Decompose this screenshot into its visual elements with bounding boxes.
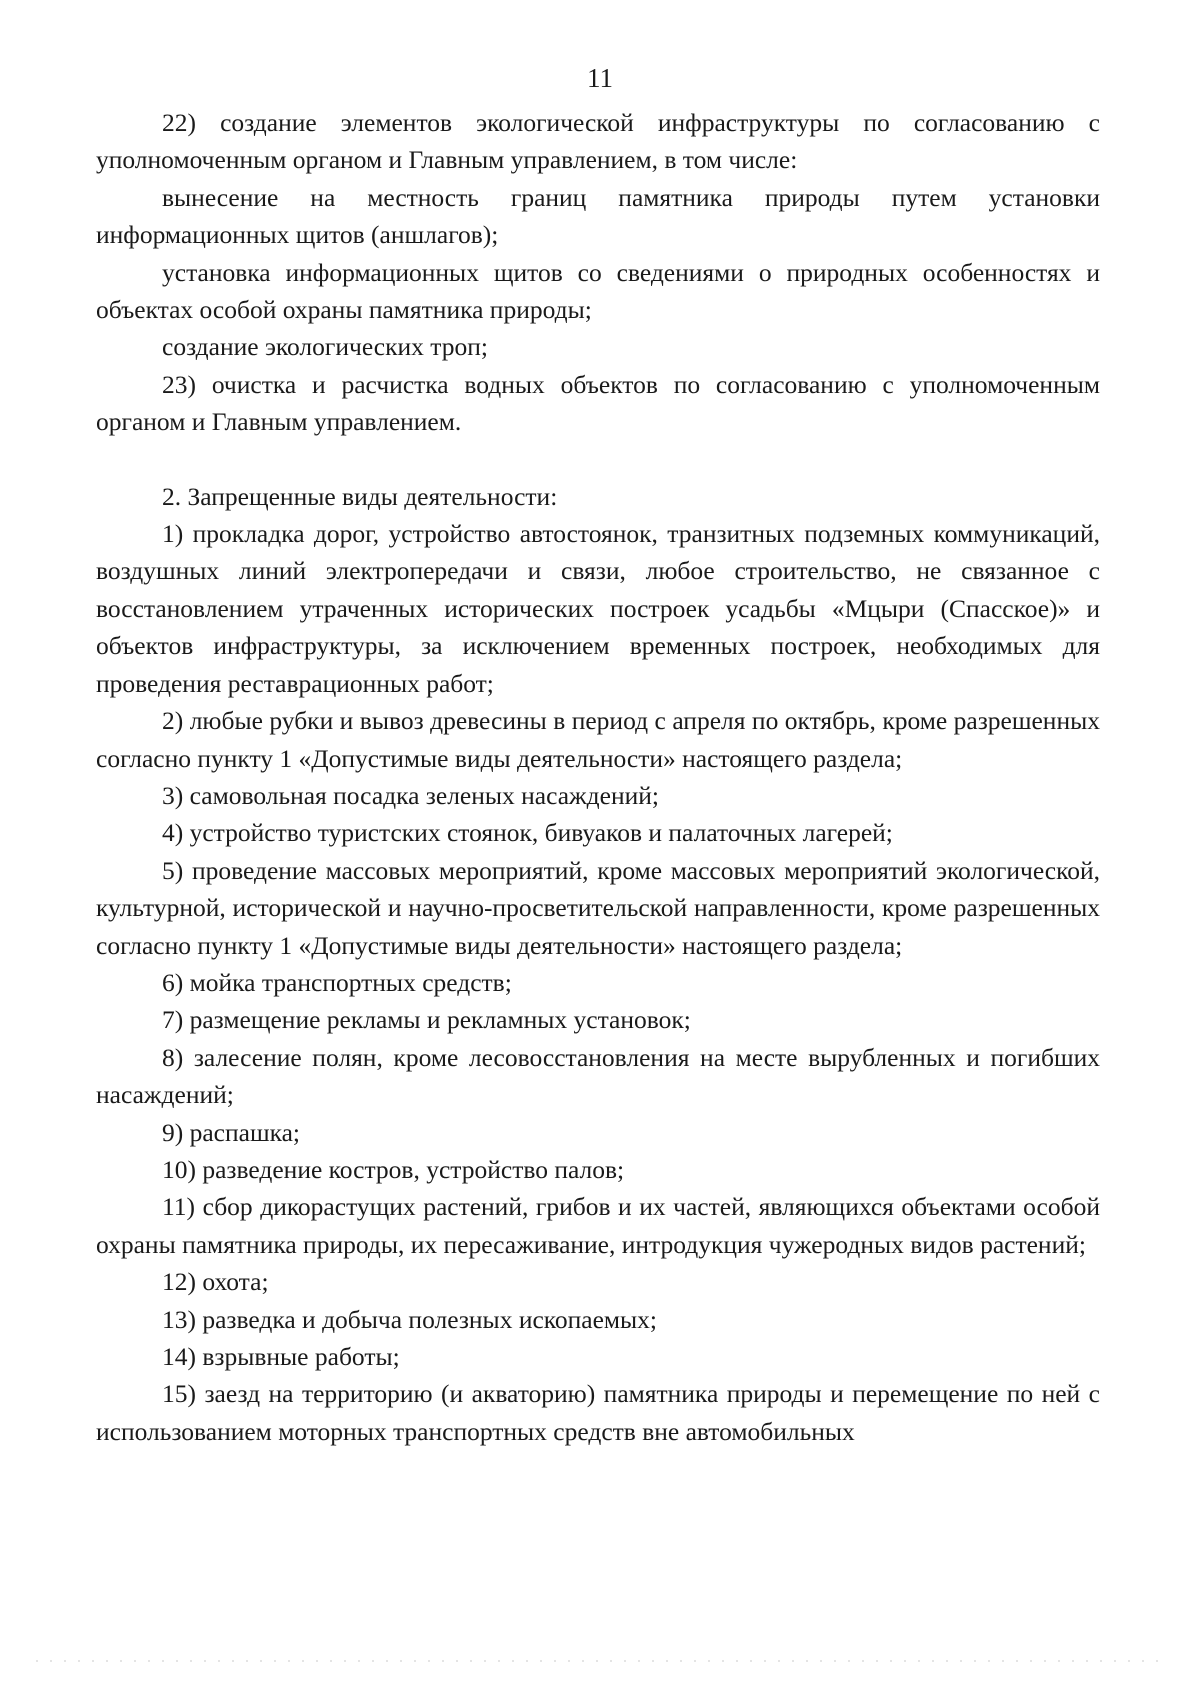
paragraph-subitem-boundaries: вынесение на местность границ памятника природы путем установки информационных щитов (аншлагов); bbox=[96, 182, 1100, 250]
paragraph-subitem-info-boards: установка информационных щитов со сведениями о природных особенностях и объектах особой охраны памятника природы; bbox=[96, 257, 1100, 325]
list-item-6: 6) мойка транспортных средств; bbox=[162, 967, 512, 997]
section-spacer bbox=[96, 441, 1100, 478]
list-item-14: 14) взрывные работы; bbox=[162, 1342, 400, 1371]
paragraph-item-23: 23) очистка и расчистка водных объектов по согласованию с уполномоченным органом и Главным управлением. bbox=[96, 369, 1100, 437]
document-body bbox=[96, 104, 1100, 1450]
list-item-2: 2) любые рубки и вывоз древесины в период с апреля по октябрь, кроме разрешенных согласно пункту 1 «Допустимые виды деятельности» настоящего раздела; bbox=[96, 706, 1100, 773]
paragraph-subitem-eco-trails: создание экологических троп; bbox=[162, 332, 488, 362]
list-item-11: 11) сбор дикорастущих растений, грибов и их частей, являющихся объектами особой охраны памятника природы, их пересаживание, интродукция чужеродных видов растений; bbox=[96, 1192, 1100, 1259]
list-item-3: 3) самовольная посадка зеленых насаждений; bbox=[162, 780, 659, 810]
list-item-10: 10) разведение костров, устройство палов; bbox=[162, 1154, 625, 1184]
list-item-13: 13) разведка и добыча полезных ископаемых; bbox=[162, 1304, 658, 1334]
list-item-7: 7) размещение рекламы и рекламных установок; bbox=[162, 1005, 691, 1035]
list-item-5: 5) проведение массовых мероприятий, кроме массовых мероприятий экологической, культурной, исторической и научно-просветительской направленности, кроме разрешенных согласно пункту 1 «Допустимые виды деятельности» настоящего раздела; bbox=[96, 855, 1100, 960]
list-item-4: 4) устройство туристских стоянок, бивуаков и палаточных лагерей; bbox=[162, 818, 893, 848]
list-item-1: 1) прокладка дорог, устройство автостоянок, транзитных подземных коммуникаций, воздушных линий электропередачи и связи, любое строительство, не связанное с восстановлением утраченных исторических построек усадьбы «Мцыри (Спасское)» и объектов инфраструктуры, за исключением временных построек, необходимых для проведения реставрационных работ; bbox=[96, 519, 1100, 698]
section-1-list bbox=[96, 104, 1100, 441]
list-item-15: 15) заезд на территорию (и акваторию) памятника природы и перемещение по ней с использованием моторных транспортных средств вне автомобильных bbox=[96, 1379, 1100, 1446]
section-2-list bbox=[96, 515, 1100, 1450]
scan-noise-divider bbox=[30, 1660, 1170, 1662]
list-item-9: 9) распашка; bbox=[162, 1117, 301, 1147]
paragraph-item-22: 22) создание элементов экологической инфраструктуры по согласованию с уполномоченным органом и Главным управлением, в том числе: bbox=[96, 108, 1100, 175]
list-item-12: 12) охота; bbox=[162, 1267, 269, 1297]
page-number: 11 bbox=[587, 63, 613, 93]
list-item-8: 8) залесение полян, кроме лесовосстановления на месте вырубленных и погибших насаждений; bbox=[96, 1042, 1100, 1110]
section-2-heading: 2. Запрещенные виды деятельности: bbox=[162, 481, 558, 511]
